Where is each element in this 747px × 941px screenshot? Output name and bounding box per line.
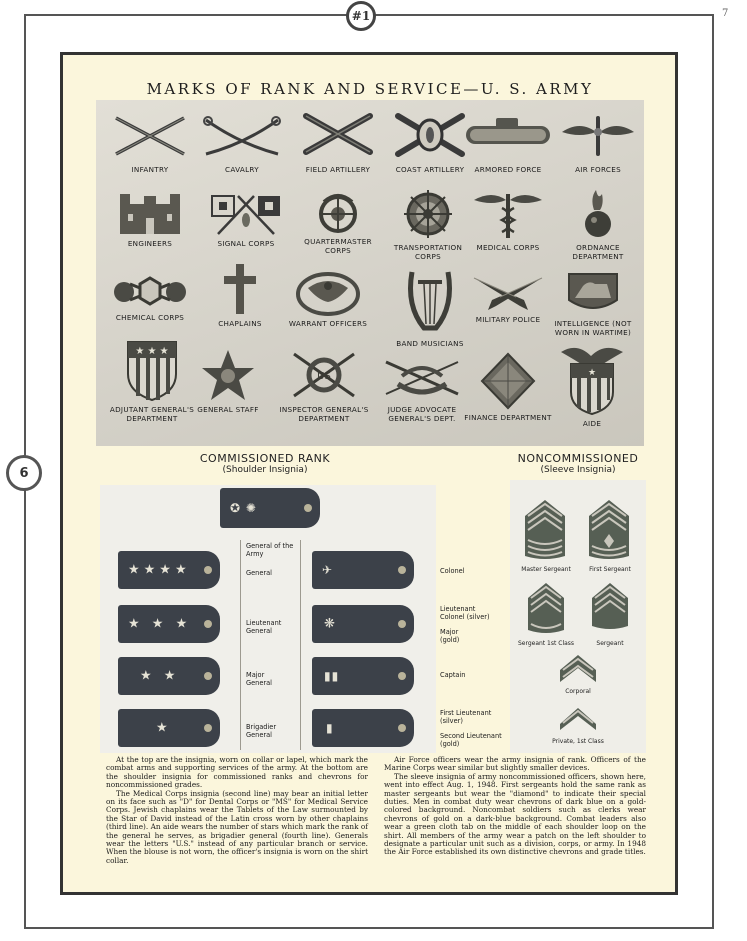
sergeant-chevron-icon — [590, 580, 630, 636]
svg-text:★: ★ — [587, 368, 597, 378]
commissioned-heading — [150, 452, 380, 475]
benzene-retorts-icon — [108, 270, 192, 310]
board-button-icon — [398, 620, 406, 628]
sergeant-first-class-chevron-icon — [526, 580, 566, 636]
insignia-warrant-officers — [282, 270, 374, 328]
two-bars-icon: ▮▮ — [324, 669, 340, 683]
side-page-number: 6 — [19, 465, 29, 481]
wheel-eagle-icon — [296, 188, 380, 234]
noncommissioned-rank-panel — [510, 480, 646, 753]
insignia-label: ARMORED FORCE — [474, 165, 542, 174]
insignia-label: WARRANT OFFICERS — [288, 319, 368, 328]
rank-label-general: General — [246, 569, 272, 577]
winged-propeller-icon — [556, 110, 640, 162]
nco-label-private-first-class: Private, 1st Class — [552, 738, 604, 745]
board-button-icon — [398, 566, 406, 574]
board-button-icon — [204, 566, 212, 574]
board-button-icon — [398, 724, 406, 732]
shoulder-board-major-general — [118, 657, 220, 695]
shoulder-board-brigadier-general — [118, 709, 220, 747]
svg-text:★ ★ ★: ★ ★ ★ — [135, 346, 169, 357]
board-button-icon — [204, 724, 212, 732]
insignia-inspector-generals-department — [272, 348, 376, 423]
insignia-label: CHAPLAINS — [218, 319, 262, 328]
insignia-signal-corps — [200, 190, 292, 248]
four-stars-icon: ★★★★ — [128, 562, 191, 578]
insignia-label: INTELLIGENCE (NOT WORN IN WARTIME) — [554, 319, 632, 337]
panel-divider — [300, 540, 301, 750]
rank-label-brigadier-general: Brigadier General — [246, 723, 277, 739]
rank-label-second-lieutenant: Second Lieutenant (gold) — [440, 732, 502, 748]
insignia-label: MILITARY POLICE — [475, 315, 541, 324]
crossed-cannons-icon — [296, 110, 380, 162]
body-paragraph: The sleeve insignia of army noncommissioned officers, shown here, went into effect Aug. 1, 1948. First sergeants hold the same rank as master sergeants but wear the "diamond" to indicate their special duties. Men in combat duty wear chevrons of dark blue on a gold-colored background. Noncombat soldiers such as clerks wear chevrons of gold on a dark-blue background. Combat leaders also wear a green cloth tab on the middle of each shoulder loop on the shirt. All members of the army wear a patch on the left shoulder to designate a particular unit such as a division, corps, or army. In 1948 the Air Force established its own distinctive chevrons and grade titles. — [384, 771, 646, 857]
nco-label-sergeant-first-class: Sergeant 1st Class — [517, 640, 575, 647]
flaming-bomb-icon — [556, 186, 640, 240]
panel-divider — [240, 540, 241, 750]
insignia-armored-force — [458, 110, 558, 174]
insignia-label: ENGINEERS — [127, 239, 173, 248]
insignia-label: FIELD ARTILLERY — [305, 165, 371, 174]
rank-label-major: Major (gold) — [440, 628, 460, 644]
nco-label-corporal: Corporal — [565, 688, 591, 695]
noncommissioned-heading — [500, 452, 656, 475]
insignia-judge-advocate-generals-dept — [372, 356, 472, 423]
shoulder-board-colonel — [312, 551, 414, 589]
insignia-label: ORDNANCE DEPARTMENT — [572, 243, 624, 261]
corporal-chevron-icon — [558, 652, 598, 686]
sword-fasces-wreath-icon — [282, 348, 366, 402]
insignia-label: INSPECTOR GENERAL'S DEPARTMENT — [279, 405, 369, 423]
single-bar-icon: ▮ — [326, 721, 337, 735]
page-marker: #1 — [351, 9, 371, 23]
insignia-quartermaster-corps — [292, 188, 384, 255]
tank-icon — [460, 110, 556, 162]
eagle-icon: ✈ — [322, 563, 337, 577]
commissioned-rank-panel — [100, 485, 502, 753]
crossed-sabers-icon — [200, 110, 284, 162]
nco-label-sergeant: Sergeant — [596, 640, 624, 647]
insignia-label: CAVALRY — [225, 165, 259, 174]
insignia-military-police — [462, 270, 554, 324]
oak-leaf-icon: ❋ — [324, 616, 339, 632]
striped-shield-icon — [122, 340, 182, 402]
insignia-label: ADJUTANT GENERAL'S DEPARTMENT — [109, 405, 195, 423]
insignia-cavalry — [196, 110, 288, 174]
page-title: MARKS OF RANK AND SERVICE—U. S. ARMY — [146, 80, 594, 98]
eagle-wreath-icon — [286, 270, 370, 316]
castle-icon — [108, 190, 192, 236]
svg-text:US: US — [317, 371, 331, 382]
side-page-number-badge — [6, 455, 42, 491]
master-sergeant-chevron-icon — [522, 496, 568, 560]
insignia-label: AIR FORCES — [575, 165, 621, 174]
insignia-air-forces — [552, 110, 644, 174]
two-stars-icon: ★ ★ — [140, 668, 180, 684]
insignia-label: COAST ARTILLERY — [395, 165, 465, 174]
private-first-class-chevron-icon — [558, 702, 598, 732]
insignia-label: TRANSPORTATION CORPS — [393, 243, 463, 261]
insignia-field-artillery — [292, 110, 384, 174]
three-stars-icon: ★ ★ ★ — [128, 616, 192, 632]
first-sergeant-chevron-icon — [586, 496, 632, 560]
five-star-circle-icon: ✪ ✺ — [230, 501, 257, 515]
insignia-label: JUDGE ADVOCATE GENERAL'S DEPT. — [387, 405, 457, 423]
nco-label-master-sergeant: Master Sergeant — [521, 566, 571, 573]
corner-mark: 7 — [722, 8, 729, 19]
ship-wheel-icon — [386, 188, 470, 240]
shoulder-board-lieutenant — [312, 709, 414, 747]
insignia-engineers — [104, 190, 196, 248]
board-button-icon — [304, 504, 312, 512]
body-paragraph: At the top are the insignia, worn on collar or lapel, which mark the combat arms and supporting services of the army. At the bottom are the shoulder insignia for commissioned ranks and chevrons for noncommissioned grades. — [106, 755, 368, 790]
insignia-label: GENERAL STAFF — [197, 405, 259, 414]
rank-label-lieutenant-colonel: Lieutenant Colonel (silver) — [440, 605, 490, 621]
crossed-rifles-icon — [108, 110, 192, 162]
crossed-pistols-icon — [466, 270, 550, 312]
one-star-icon: ★ — [156, 720, 172, 736]
insignia-chemical-corps — [104, 270, 196, 322]
star-eagle-icon — [198, 348, 258, 402]
insignia-label: AIDE — [582, 419, 602, 428]
rank-label-colonel: Colonel — [440, 567, 465, 575]
body-paragraph: Air Force officers wear the army insignia of rank. Officers of the Marine Corps wear similar but slightly smaller devices. — [384, 755, 646, 773]
shoulder-board-lieutenant-general — [118, 605, 220, 643]
page-marker-badge — [346, 1, 376, 31]
insignia-photo-panel — [96, 100, 644, 446]
body-paragraph: The Medical Corps insignia (second line) may bear an initial letter on its face such as "D" for Dental Corps or "MS" for Medical Service Corps. Jewish chaplains wear the Tablets of the Law surmounted by the Star of David instead of the Latin cross worn by other chaplains (third line). An aide wears the number of stars which mark the rank of the general he serves, as brigadier general (fourth line). Generals wear the letters "U.S." instead of any particular branch or service. When the blouse is not worn, the officer's insignia is worn on the shirt collar. — [106, 788, 368, 865]
eagle-shield-icon — [557, 342, 627, 416]
rank-label-major-general: Major General — [246, 671, 272, 687]
pen-sword-wreath-icon — [380, 356, 464, 402]
insignia-label: INFANTRY — [131, 165, 169, 174]
sphinx-shield-icon — [563, 270, 623, 316]
insignia-transportation-corps — [382, 188, 474, 261]
insignia-label: QUARTERMASTER CORPS — [304, 237, 372, 255]
body-text-left — [106, 756, 368, 865]
rank-label-first-lieutenant: First Lieutenant (silver) — [440, 709, 492, 725]
insignia-aide — [546, 342, 638, 428]
body-text-right — [384, 756, 646, 857]
insignia-general-staff — [192, 348, 264, 414]
insignia-label: BAND MUSICIANS — [396, 339, 464, 348]
insignia-medical-corps — [462, 188, 554, 252]
shoulder-board-captain — [312, 657, 414, 695]
crossed-flags-icon — [204, 190, 288, 236]
insignia-adjutant-generals-department — [102, 340, 202, 423]
insignia-label: FINANCE DEPARTMENT — [464, 413, 552, 422]
latin-cross-icon — [198, 262, 282, 316]
insignia-label: MEDICAL CORPS — [476, 243, 540, 252]
insignia-chaplains — [194, 262, 286, 328]
caduceus-icon — [466, 188, 550, 240]
insignia-label: CHEMICAL CORPS — [115, 313, 185, 322]
insignia-finance-department — [462, 352, 554, 422]
noncommissioned-subtitle: (Sleeve Insignia) — [540, 465, 616, 475]
rank-label-captain: Captain — [440, 671, 466, 679]
lyre-icon — [388, 266, 472, 336]
rank-label-lieutenant-general: Lieutenant General — [246, 619, 282, 635]
insignia-infantry — [104, 110, 196, 174]
insignia-intelligence — [542, 270, 644, 337]
insignia-label: SIGNAL CORPS — [217, 239, 275, 248]
board-button-icon — [204, 620, 212, 628]
shoulder-board-general-of-the-army — [220, 488, 320, 528]
board-button-icon — [204, 672, 212, 680]
nco-label-first-sergeant: First Sergeant — [589, 566, 631, 573]
insignia-ordnance-department — [552, 186, 644, 261]
diamond-icon — [466, 352, 550, 410]
shoulder-board-lieutenant-colonel-major — [312, 605, 414, 643]
commissioned-title: COMMISSIONED RANK — [199, 452, 331, 465]
commissioned-subtitle: (Shoulder Insignia) — [222, 465, 308, 475]
shoulder-board-general — [118, 551, 220, 589]
rank-label-general-of-the-army: General of the Army — [246, 542, 294, 558]
noncommissioned-title: NONCOMMISSIONED — [517, 452, 639, 465]
board-button-icon — [398, 672, 406, 680]
